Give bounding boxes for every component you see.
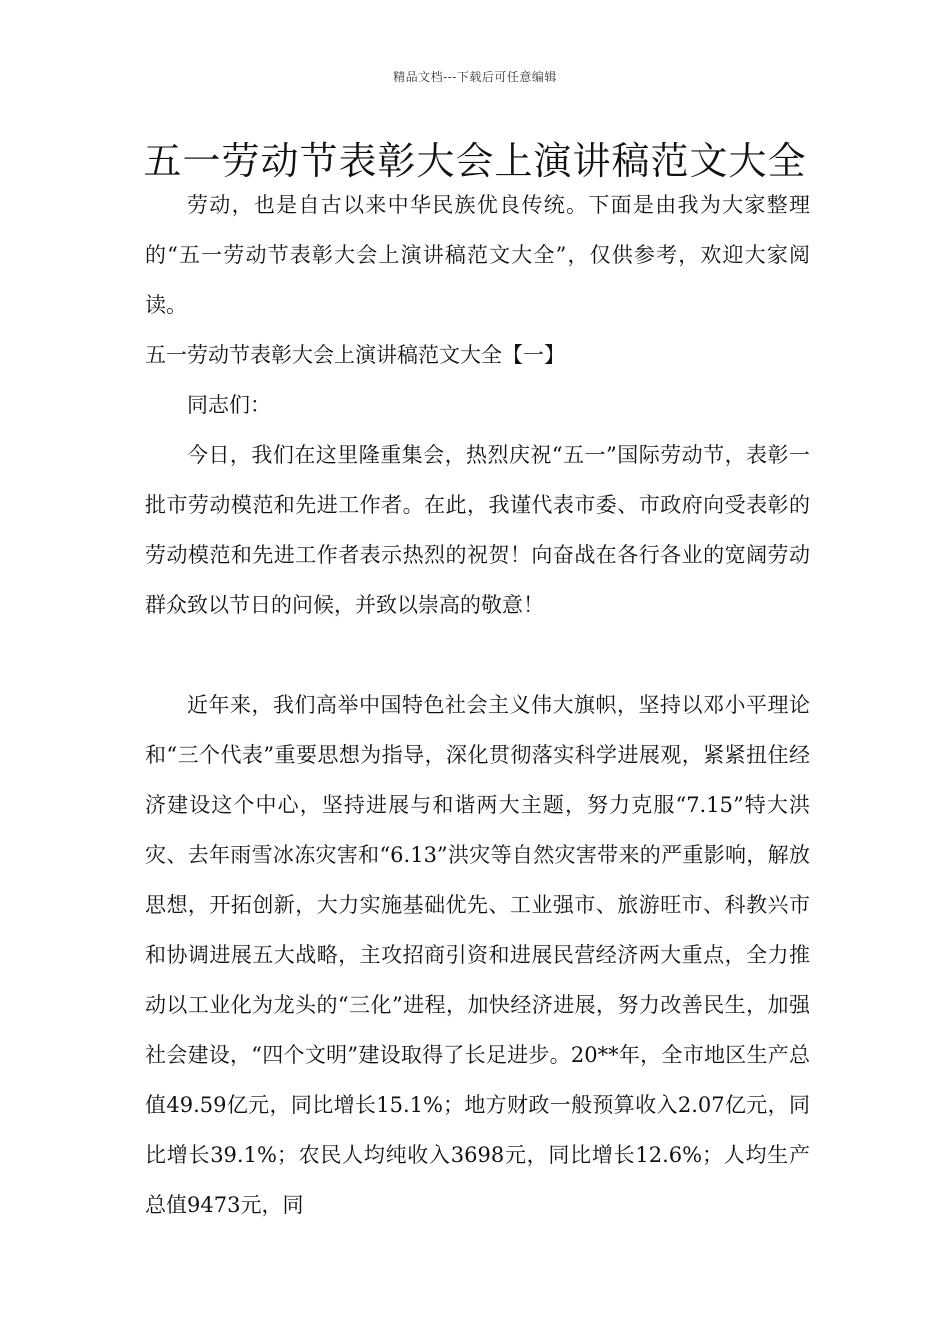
body-paragraph-1: 今日，我们在这里隆重集会，热烈庆祝“五一”国际劳动节，表彰一批市劳动模范和先进工作者。在此，我谨代表市委、市政府向受表彰的劳动模范和先进工作者表示热烈的祝贺！向奋战在各行各业的宽阔劳动群众致以节日的问候，并致以崇高的敬意！ bbox=[145, 443, 810, 617]
body-paragraph-2: 近年来，我们高举中国特色社会主义伟大旗帜，坚持以邓小平理论和“三个代表”重要思想为指导，深化贯彻落实科学进展观，紧紧扭住经济建设这个中心，坚持进展与和谐两大主题，努力克服“7.15”特大洪灾、去年雨雪冰冻灾害和“6.13”洪灾等自然灾害带来的严重影响，解放思想，开拓创新，大力实施基础优先、工业强市、旅游旺市、科教兴市和协调进展五大战略，主攻招商引资和进展民营经济两大重点，全力推动以工业化为龙头的“三化”进程，加快经济进展，努力改善民生，加强社会建设，“四个文明”建设取得了长足进步。20**年，全市地区生产总值49.59亿元，同比增长15.1%；地方财政一般预算收入2.07亿元，同比增长39.1%；农民人均纯收入3698元，同比增长12.6%；人均生产总值9473元，同 bbox=[145, 693, 810, 1217]
page-title: 五一劳动节表彰大会上演讲稿范文大全 bbox=[143, 139, 807, 183]
greeting-paragraph: 同志们： bbox=[187, 393, 271, 417]
paragraph-gap bbox=[145, 630, 810, 680]
intro-paragraph: 劳动，也是自古以来中华民族优良传统。下面是由我为大家整理的“五一劳动节表彰大会上演讲稿范文大全”，仅供参考，欢迎大家阅读。 bbox=[145, 193, 810, 317]
document-body bbox=[145, 180, 810, 1230]
header-note: 精品文档---下载后可任意编辑 bbox=[393, 70, 557, 84]
section-heading: 五一劳动节表彰大会上演讲稿范文大全【一】 bbox=[145, 343, 565, 367]
